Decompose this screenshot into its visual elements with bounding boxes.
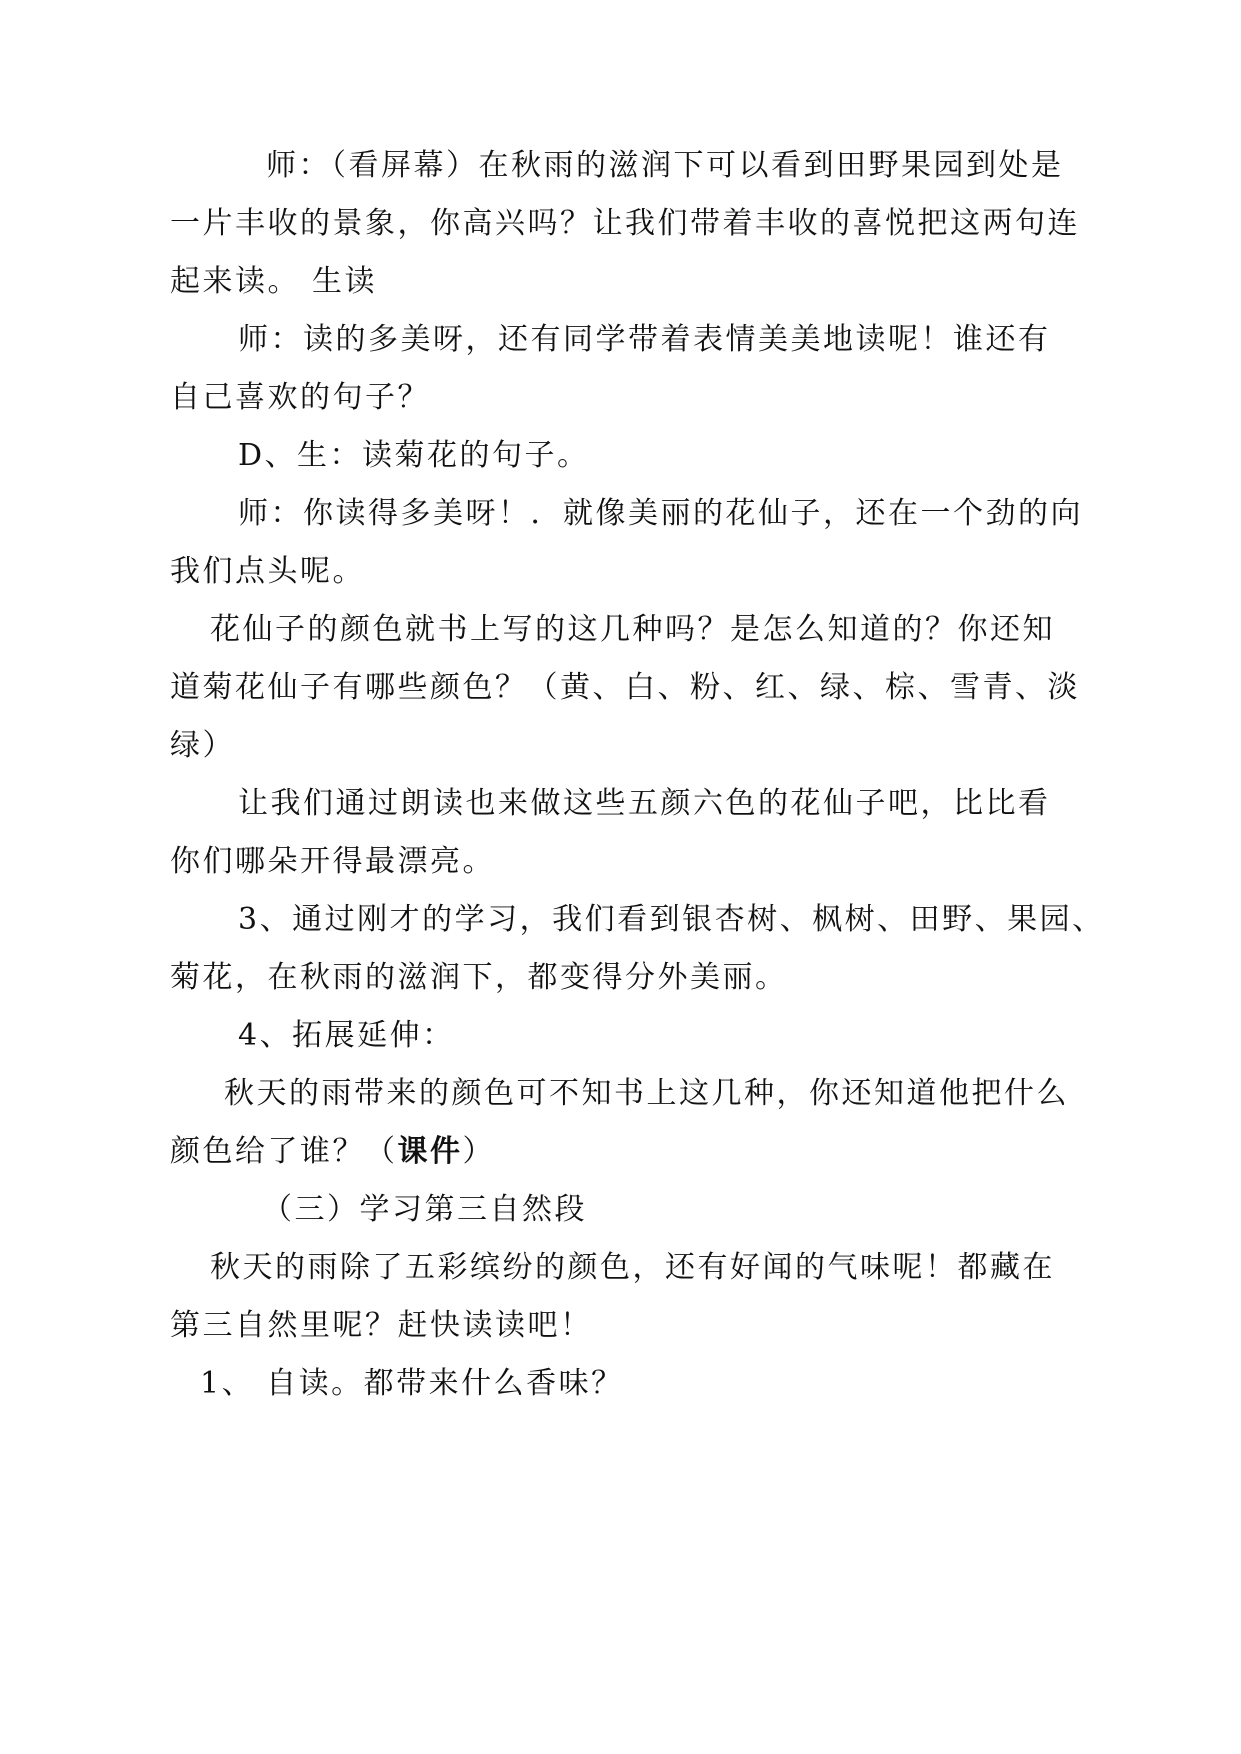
paragraph-teacher-screen-line-1: 师：（看屏幕）在秋雨的滋润下可以看到田野果园到处是: [266, 148, 1064, 183]
list-item-self-reading: 1、 自读。都带来什么香味？: [200, 1366, 624, 1401]
paragraph-fairy-colors-line-3: 绿）: [170, 728, 235, 763]
paragraph-summary-line-1: 3、通过刚才的学习，我们看到银杏树、枫树、田野、果园、: [238, 902, 1105, 937]
paragraph-teacher-fairy-line-2: 我们点头呢。: [170, 554, 365, 589]
paragraph-teacher-praise-line-1: 师：读的多美呀，还有同学带着表情美美地读呢！谁还有: [238, 322, 1051, 357]
paragraph-summary-line-2: 菊花，在秋雨的滋润下，都变得分外美丽。: [170, 960, 788, 995]
extension-question-text: 颜色给了谁？（: [170, 1134, 398, 1169]
heading-extension: 4、拓展延伸：: [238, 1018, 455, 1053]
paragraph-teacher-praise-line-2: 自己喜欢的句子？: [170, 380, 430, 415]
paragraph-section-three-line-1: 秋天的雨除了五彩缤纷的颜色，还有好闻的气味呢！都藏在: [210, 1250, 1055, 1285]
paragraph-section-three-line-2: 第三自然里呢？赶快读读吧！: [170, 1308, 593, 1343]
paragraph-read-aloud-line-2: 你们哪朵开得最漂亮。: [170, 844, 495, 879]
paragraph-extension-line-2: [170, 1134, 495, 1170]
paragraph-teacher-screen-line-2: 一片丰收的景象，你高兴吗？让我们带着丰收的喜悦把这两句连: [170, 206, 1080, 241]
paragraph-teacher-screen-line-3: 起来读。 生读: [170, 264, 378, 299]
courseware-label: 课件: [397, 1134, 463, 1169]
paragraph-read-aloud-line-1: 让我们通过朗读也来做这些五颜六色的花仙子吧，比比看: [238, 786, 1051, 821]
paragraph-fairy-colors-line-1: 花仙子的颜色就书上写的这几种吗？是怎么知道的？你还知: [210, 612, 1055, 647]
closing-parenthesis: ）: [462, 1134, 495, 1169]
paragraph-student-chrysanthemum: D、生：读菊花的句子。: [238, 438, 590, 473]
heading-section-three: （三）学习第三自然段: [262, 1192, 587, 1227]
paragraph-fairy-colors-line-2: 道菊花仙子有哪些颜色？（黄、白、粉、红、绿、棕、雪青、淡: [170, 670, 1080, 705]
paragraph-extension-line-1: 秋天的雨带来的颜色可不知书上这几种，你还知道他把什么: [224, 1076, 1069, 1111]
paragraph-teacher-fairy-line-1: 师：你读得多美呀！．就像美丽的花仙子，还在一个劲的向: [238, 496, 1083, 531]
